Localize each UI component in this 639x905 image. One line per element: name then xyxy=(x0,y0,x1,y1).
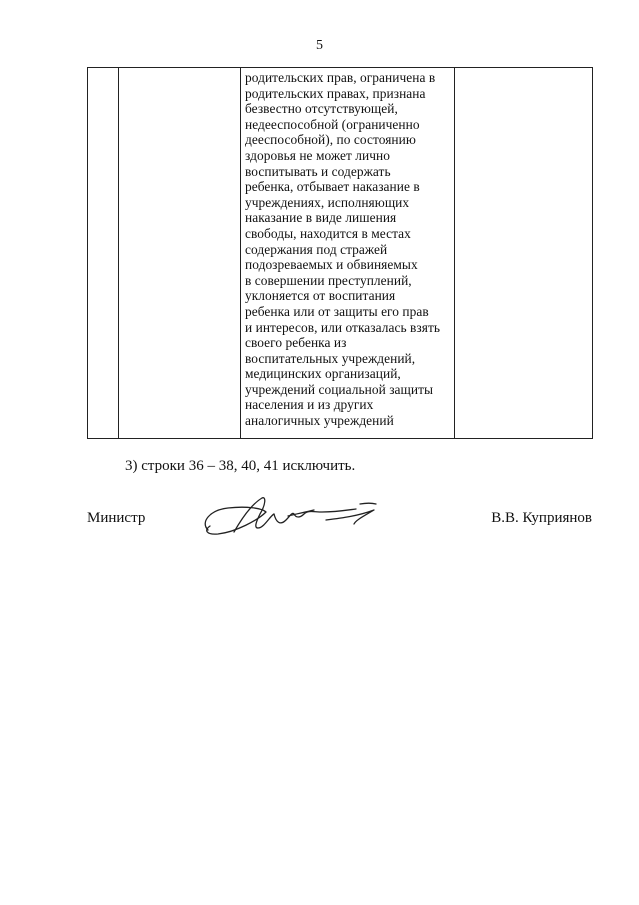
clause-text: 3) строки 36 – 38, 40, 41 исключить. xyxy=(125,458,356,474)
signatory-title: Министр xyxy=(87,510,146,526)
table-row xyxy=(88,68,593,439)
table-cell-text: родительских прав, ограничена в родительских правах, признана безвестно отсутствующей, недееспособной (ограниченно дееспособной), по состоянию здоровья не может лично воспитывать и содержать ребенка, отбывает наказание в учреждениях, исполняющих наказание в виде лишения свободы, находится в местах содержания под стражей подозреваемых и обвиняемых в совершении преступлений, уклоняется от воспитания ребенка или от защиты его прав и интересов, или отказалась взять своего ребенка из воспитательных учреждений, медицинских организаций, учреждений социальной защиты населения и из других аналогичных учреждений xyxy=(245,70,441,429)
table-cell-col1 xyxy=(88,68,119,439)
table-cell-col3 xyxy=(241,68,455,439)
handwritten-signature-icon xyxy=(196,492,386,545)
document-table xyxy=(87,67,593,439)
page-number: 5 xyxy=(316,38,323,53)
table-cell-col2 xyxy=(119,68,241,439)
signatory-name: В.В. Куприянов xyxy=(491,510,592,526)
table-cell-col4 xyxy=(455,68,593,439)
